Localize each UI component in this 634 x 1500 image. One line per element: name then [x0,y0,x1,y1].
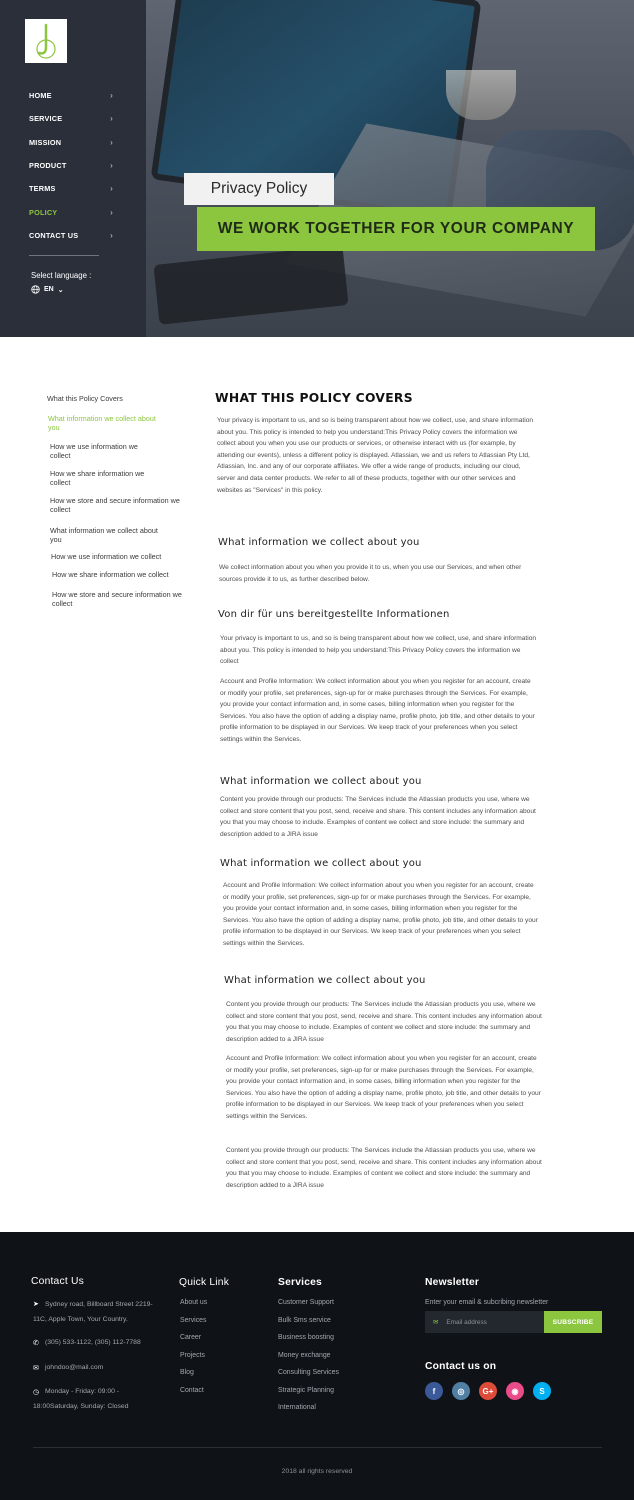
nav-item-mission[interactable] [29,131,113,154]
paragraph: Account and Profile Information: We collect information about you when you register for an account, create or modify your profile, set preferences, sign-up for or make purchases through the Services. For example, you provide your contact information and, in some cases, billing information when you register for the Services. You also have the option of adding a display name, profile photo, job title, and other details to your profile information to be displayed in our Services. We keep track of your preferences when you select settings within the Services. [220,678,535,743]
quick-link[interactable]: Blog [180,1369,194,1376]
footer-services-title: Services [278,1277,322,1288]
service-link[interactable]: International [278,1404,316,1411]
language-selector[interactable] [31,285,64,294]
contact-us-on-title: Contact us on [425,1361,497,1372]
toc-item[interactable]: How we store and secure information we collect [52,590,182,608]
paragraph: Content you provide through our products: The Services include the Atlassian products you use, where we collect and store content that you post, send, receive and share. This content includes any information about you that you may choose to include. Examples of content we collect and store include: the summary and description added to a JIRA issue [226,1147,542,1189]
service-link[interactable]: Bulk Sms service [278,1316,331,1324]
footer-phone: (305) 533-1122, (305) 112-7788 [45,1339,141,1346]
paragraph: Content you provide through our products: The Services include the Atlassian products you use, where we collect and store content that you post, send, receive and share. This content includes any information about you that you may choose to include. Examples of content we collect and store include: the summary and description added to a JIRA issue [220,796,536,838]
chevron-right-icon: › [110,137,113,147]
footer-contact-title: Contact Us [31,1276,84,1287]
nav-item-label: MISSION [29,137,62,147]
envelope-icon: ✉ [433,1319,439,1326]
nav-item-label: TERMS [29,184,56,194]
tablet-image [153,245,348,325]
quick-link[interactable]: Services [180,1316,207,1324]
nav-item-terms[interactable] [29,177,113,200]
nav-item-label: POLICY [29,207,58,217]
select-language-label: Select language : [31,271,92,280]
email-placeholder: Email address [446,1318,487,1326]
hero-section [0,0,634,337]
section-title: WHAT THIS POLICY COVERS [215,391,413,405]
intro-paragraph: Your privacy is important to us, and so is being transparent about how we collect, use, and share information about you. This policy is intended to help you understand:This Privacy Policy covers the information we collect about you when you use our products or services, or otherwise interact with us (for example, by attending our events), unless a different policy is displayed. Atlassian, we and us refers to Atlassian Pty Ltd, Atlassian, Inc. and any of our corporate affiliates. We offer a wide range of products, including our cloud, server and data center products. We refer to all of these products, together with our other services and websites as "Services" in this policy. [217,417,534,494]
chevron-right-icon: › [110,184,113,194]
service-link[interactable]: Strategic Planning [278,1386,334,1394]
quick-link[interactable]: Contact [180,1386,204,1394]
nav-item-product[interactable] [29,154,113,177]
paragraph: Account and Profile Information: We collect information about you when you register for an account, create or modify your profile, set preferences, sign-up for or make purchases through the Services. For example, you provide your contact information and, in some cases, billing information when you register for the Services. You also have the option of adding a display name, profile photo, job title, and other details to your profile information to be displayed in our Services. We keep track of your preferences when you select settings within the Services. [226,1055,541,1120]
toc-item-active[interactable]: What information we collect about you [48,414,156,432]
chevron-right-icon: › [110,161,113,171]
chevron-right-icon: › [110,230,113,240]
chevron-down-icon: ⌄ [57,286,64,294]
chevron-right-icon: › [110,114,113,124]
hero-tagline: WE WORK TOGETHER FOR YOUR COMPANY [197,207,595,251]
nav-item-label: PRODUCT [29,161,67,171]
paragraph: Content you provide through our products: The Services include the Atlassian products you use, where we collect and store content that you post, send, receive and share. This content includes any information about you that you may choose to include. Examples of content we collect and store include: the summary and description added to a JIRA issue [226,1001,542,1043]
newsletter-title: Newsletter [425,1277,480,1288]
service-link[interactable]: Customer Support [278,1299,334,1306]
nav-divider [29,255,99,256]
footer-hours: Monday - Friday: 09:00 - 18:00Saturday, Sunday: Closed [33,1388,129,1410]
service-link[interactable]: Business boosting [278,1334,334,1341]
nav-item-policy[interactable] [29,200,113,223]
phone-icon: ✆ [33,1340,39,1347]
section-heading: Von dir für uns bereitgestellte Informationen [218,609,450,620]
newsletter-email-input[interactable] [425,1311,545,1333]
newsletter-text: Enter your email & subcribing newsletter [425,1299,549,1306]
skype-icon[interactable]: S [533,1382,551,1400]
coffee-cup-image [446,70,516,120]
toc-item[interactable]: What this Policy Covers [47,394,123,403]
dribbble-icon[interactable]: ◉ [506,1382,524,1400]
paragraph: Your privacy is important to us, and so is being transparent about how we collect, use, and share information about you. This policy is intended to help you understand:This Privacy Policy covers the information we collect [220,635,537,666]
section-heading: What information we collect about you [224,975,426,986]
section-heading: What information we collect about you [218,537,420,548]
quick-link[interactable]: Career [180,1334,202,1341]
service-link[interactable]: Consulting Services [278,1369,339,1376]
toc-item[interactable]: How we use information we collect [51,552,162,561]
nav-item-service[interactable] [29,107,113,130]
email-icon: ✉ [33,1365,39,1372]
copyright: 2018 all rights reserved [281,1468,353,1475]
nav-item-label: CONTACT US [29,230,79,240]
footer-email[interactable]: johndoo@mail.com [45,1364,104,1371]
service-link[interactable]: Money exchange [278,1351,331,1359]
nav-item-label: HOME [29,91,52,101]
toc-item[interactable]: What information we collect about you [50,526,158,544]
nav-item-contact-us[interactable] [29,224,113,247]
nav-item-home[interactable] [29,84,113,107]
instagram-icon[interactable]: ◎ [452,1382,470,1400]
paragraph: We collect information about you when you provide it to us, when you use our Services, and when other sources provide it to us, as further described below. [219,564,522,583]
quick-link[interactable]: About us [180,1299,208,1306]
section-heading: What information we collect about you [220,776,422,787]
globe-icon [31,285,40,294]
paragraph: Account and Profile Information: We collect information about you when you register for an account, create or modify your profile, set preferences, sign-up for or make purchases through the Services. For example, you provide your contact information and, in some cases, billing information when you register for the Services. You also have the option of adding a display name, profile photo, job title, and other details to your profile information to be displayed in our Services. We keep track of your preferences when you select settings within the Services. [223,882,538,947]
subscribe-button[interactable]: SUBSCRIBE [544,1311,602,1333]
location-icon: ➤ [33,1301,39,1308]
quick-link[interactable]: Projects [180,1351,205,1359]
section-heading: What information we collect about you [220,858,422,869]
main-nav [29,84,113,247]
toc-item[interactable]: How we share information we collect [52,570,169,579]
sidebar [0,0,146,337]
nav-item-label: SERVICE [29,114,63,124]
logo[interactable] [25,19,67,63]
google-plus-icon[interactable]: G+ [479,1382,497,1400]
footer-quick-link-title: Quick Link [179,1277,230,1288]
toc-item[interactable]: How we store and secure information we collect [50,496,180,514]
chevron-right-icon: › [110,91,113,101]
toc-item[interactable]: How we share information we collect [50,469,145,487]
hero-background-image [146,0,634,337]
language-value: EN [44,286,54,293]
toc-item[interactable]: How we use information we collect [50,442,138,460]
chevron-right-icon: › [110,207,113,217]
footer-divider [33,1447,602,1448]
facebook-icon[interactable]: f [425,1382,443,1400]
page-title: Privacy Policy [184,173,334,205]
clock-icon: ◷ [33,1389,40,1396]
footer-address: Sydney road, Billboard Street 2219-11C, Apple Town, Your Country. [33,1301,153,1323]
